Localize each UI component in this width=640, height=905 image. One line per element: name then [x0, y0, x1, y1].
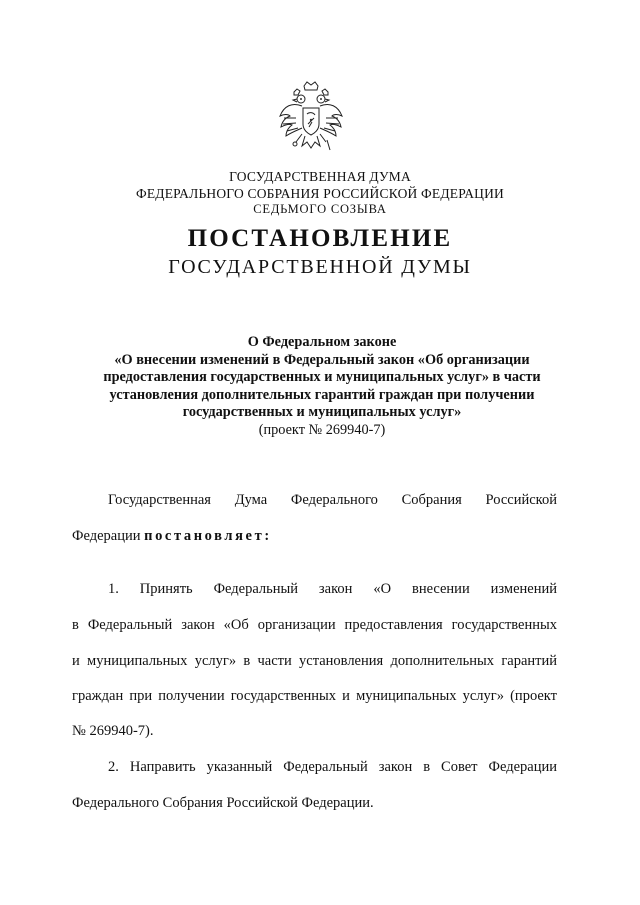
resolves-keyword: постановляет: — [144, 528, 272, 544]
item-1-line-2: в Федеральный закон «Об организации предоставления государственных — [72, 617, 557, 633]
item-2-line-2: Федерального Собрания Российской Федерации. — [72, 795, 374, 811]
org-name-line-1: ГОСУДАРСТВЕННАЯ ДУМА — [229, 169, 411, 184]
subject-line-1: О Федеральном законе — [247, 334, 397, 350]
subject-line-5: государственных и муниципальных услуг» — [182, 404, 462, 420]
item-1-line-1: 1. Принять Федеральный закон «О внесении изменений — [108, 581, 557, 597]
preamble-line-1: Государственная Дума Федерального Собрания Российской — [108, 492, 557, 508]
preamble-line-2 — [72, 527, 557, 545]
project-number: (проект № 269940-7) — [258, 421, 386, 438]
document-type-subtitle: ГОСУДАРСТВЕННОЙ ДУМЫ — [168, 256, 472, 278]
coat-of-arms-icon — [274, 80, 348, 162]
subject-line-2: «О внесении изменений в Федеральный закон «Об организации — [114, 351, 530, 368]
item-2-line-1: 2. Направить указанный Федеральный закон в Совет Федерации — [108, 759, 557, 775]
subject-line-4: установления дополнительных гарантий граждан при получении — [109, 386, 535, 403]
org-name-line-2: ФЕДЕРАЛЬНОГО СОБРАНИЯ РОССИЙСКОЙ ФЕДЕРАЦИИ — [136, 186, 504, 201]
item-1-line-3: и муниципальных услуг» в части установления дополнительных гарантий — [72, 653, 557, 669]
convocation-line: СЕДЬМОГО СОЗЫВА — [253, 202, 387, 216]
subject-line-3: предоставления государственных и муниципальных услуг» в части — [103, 369, 541, 385]
item-1-line-5: № 269940-7). — [72, 723, 154, 739]
document-subject — [60, 334, 584, 439]
document-type-title: ПОСТАНОВЛЕНИЕ — [187, 225, 453, 252]
item-1-line-4: граждан при получении государственных и муниципальных услуг» (проект — [72, 688, 557, 704]
preamble-line-2-text: Федерации — [72, 528, 145, 544]
